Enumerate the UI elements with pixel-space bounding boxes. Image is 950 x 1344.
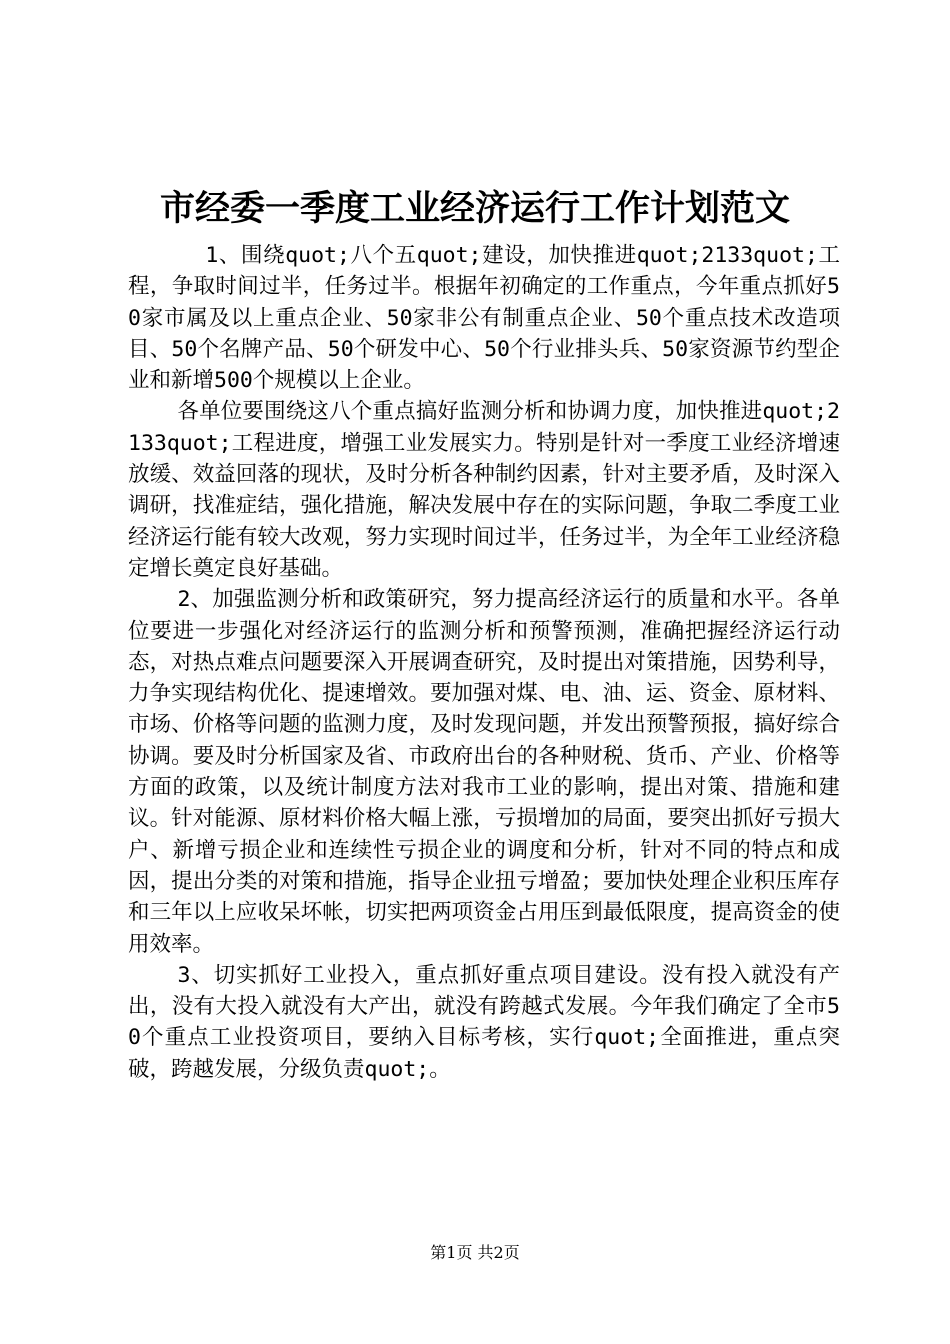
paragraph-2: 各单位要围绕这八个重点搞好监测分析和协调力度，加快推进quot;2133quot;工程进度，增强工业发展实力。特别是针对一季度工业经济增速放缓、效益回落的现状，及时分析各种制约因素，针对主要矛盾，及时深入调研，找准症结，强化措施，解决发展中存在的实际问题，争取二季度工业经济运行能有较大改观，努力实现时间过半，任务过半，为全年工业经济稳定增长奠定良好基础。 <box>128 399 840 581</box>
paragraph-3: 2、加强监测分析和政策研究，努力提高经济运行的质量和水平。各单位要进一步强化对经济运行的监测分析和预警预测，准确把握经济运行动态，对热点难点问题要深入开展调查研究，及时提出对策措施，因势利导，力争实现结构优化、提速增效。要加强对煤、电、油、运、资金、原材料、市场、价格等问题的监测力度，及时发现问题，并发出预警预报，搞好综合协调。要及时分析国家及省、市政府出台的各种财税、货币、产业、价格等方面的政策，以及统计制度方法对我市工业的影响，提出对策、措施和建议。针对能源、原材料价格大幅上涨，亏损增加的局面，要突出抓好亏损大户、新增亏损企业和连续性亏损企业的调度和分析，针对不同的特点和成因，提出分类的对策和措施，指导企业扭亏增盈；要加快处理企业积压库存和三年以上应收呆坏帐，切实把两项资金占用压到最低限度，提高资金的使用效率。 <box>128 587 840 957</box>
paragraph-4: 3、切实抓好工业投入，重点抓好重点项目建设。没有投入就没有产出，没有大投入就没有大产出，就没有跨越式发展。今年我们确定了全市50个重点工业投资项目，要纳入目标考核，实行quot;全面推进，重点突破，跨越发展，分级负责quot;。 <box>128 962 840 1082</box>
paragraph-1: 1、围绕quot;八个五quot;建设，加快推进quot;2133quot;工程，争取时间过半，任务过半。根据年初确定的工作重点，今年重点抓好50家市属及以上重点企业、50家非公有制重点企业、50个重点技术改造项目、50个名牌产品、50个研发中心、50个行业排头兵、50家资源节约型企业和新增500个规模以上企业。 <box>128 243 840 394</box>
document-title: 市经委一季度工业经济运行工作计划范文 <box>159 188 790 229</box>
document-body <box>128 240 840 1085</box>
page-footer: 第1页 共2页 <box>430 1243 520 1262</box>
